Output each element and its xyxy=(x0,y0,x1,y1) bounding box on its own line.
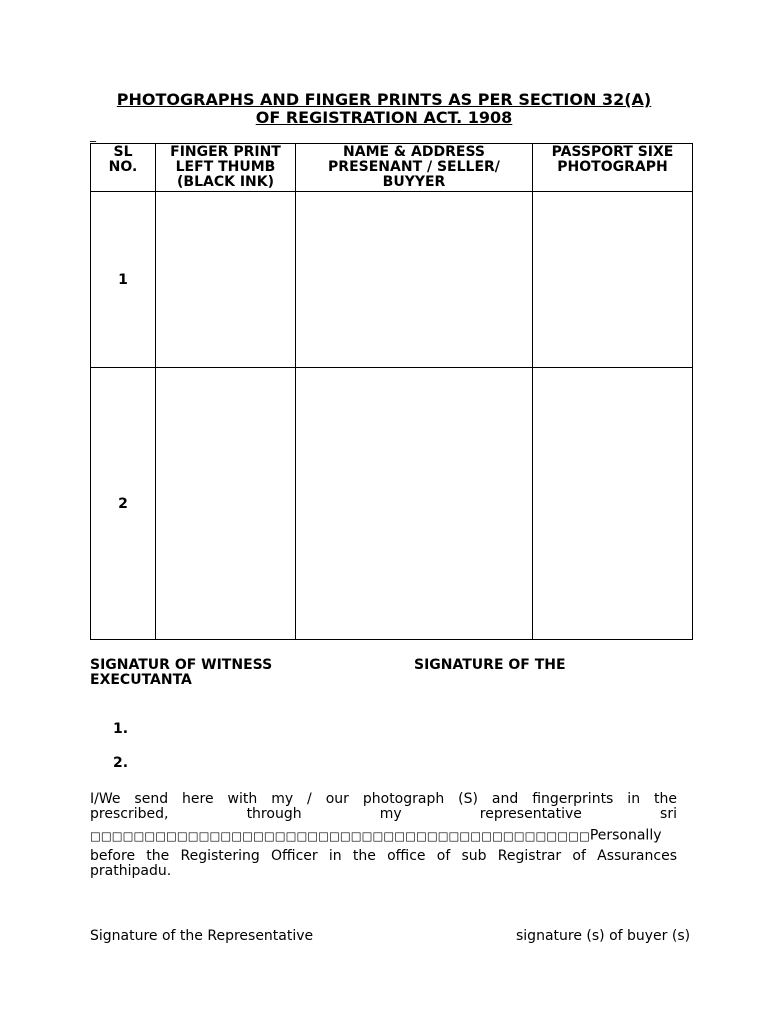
paragraph-line: prescribed, through my representative sri xyxy=(90,806,677,822)
stray-dash: _ xyxy=(90,128,96,142)
witness-number-1: 1. xyxy=(113,721,129,737)
header-text: NAME & ADDRESS xyxy=(343,144,485,160)
header-text: NO. xyxy=(108,159,138,175)
row-sl-number: 2 xyxy=(91,368,156,640)
header-text: (BLACK INK) xyxy=(177,174,274,190)
missing-glyph-boxes: □□□□□□□□□□□□□□□□□□□□□□□□□□□□□□□□□□□□□□□□□□□□□□ xyxy=(90,829,590,843)
name-address-cell xyxy=(296,368,533,640)
table-row xyxy=(91,192,693,368)
title-line-2: OF REGISTRATION ACT. 1908 xyxy=(255,108,513,127)
paragraph-tail: Personally xyxy=(589,827,662,844)
executant-signature-label: SIGNATURE OF THE xyxy=(414,657,566,673)
paragraph-line: I/We send here with my / our photograph (S) and fingerprints in the xyxy=(90,791,677,807)
header-text: FINGER PRINT xyxy=(170,144,281,160)
photograph-cell xyxy=(533,192,693,368)
table-header-row xyxy=(91,144,693,192)
header-passport-photo xyxy=(533,144,693,192)
witness-number-2: 2. xyxy=(113,755,129,771)
header-text: PRESENANT / SELLER/ xyxy=(328,159,500,175)
table-row xyxy=(91,368,693,640)
paragraph-line: before the Registering Officer in the office of sub Registrar of Assurances xyxy=(90,848,677,864)
header-text: LEFT THUMB xyxy=(175,159,276,175)
photograph-cell xyxy=(533,368,693,640)
buyer-signature-label: signature (s) of buyer (s) xyxy=(516,928,691,944)
header-name-address xyxy=(296,144,533,192)
header-finger-print xyxy=(156,144,296,192)
header-text: SL xyxy=(113,144,133,160)
paragraph-line: prathipadu. xyxy=(90,863,172,879)
representative-signature-label: Signature of the Representative xyxy=(90,928,314,944)
executant-signature-label-cont: EXECUTANTA xyxy=(90,672,192,688)
document-title xyxy=(90,91,678,127)
registration-table xyxy=(90,143,693,640)
finger-print-cell xyxy=(156,192,296,368)
missing-glyph-line xyxy=(90,823,677,849)
header-text: BUYYER xyxy=(382,174,446,190)
finger-print-cell xyxy=(156,368,296,640)
name-address-cell xyxy=(296,192,533,368)
title-line-1: PHOTOGRAPHS AND FINGER PRINTS AS PER SECTION 32(A) xyxy=(116,90,652,109)
witness-signature-label: SIGNATUR OF WITNESS xyxy=(90,657,273,673)
declaration-paragraph xyxy=(90,792,677,879)
row-sl-number: 1 xyxy=(91,192,156,368)
header-sl-no xyxy=(91,144,156,192)
header-text: PASSPORT SIXE xyxy=(551,144,674,160)
header-text: PHOTOGRAPH xyxy=(557,159,668,175)
